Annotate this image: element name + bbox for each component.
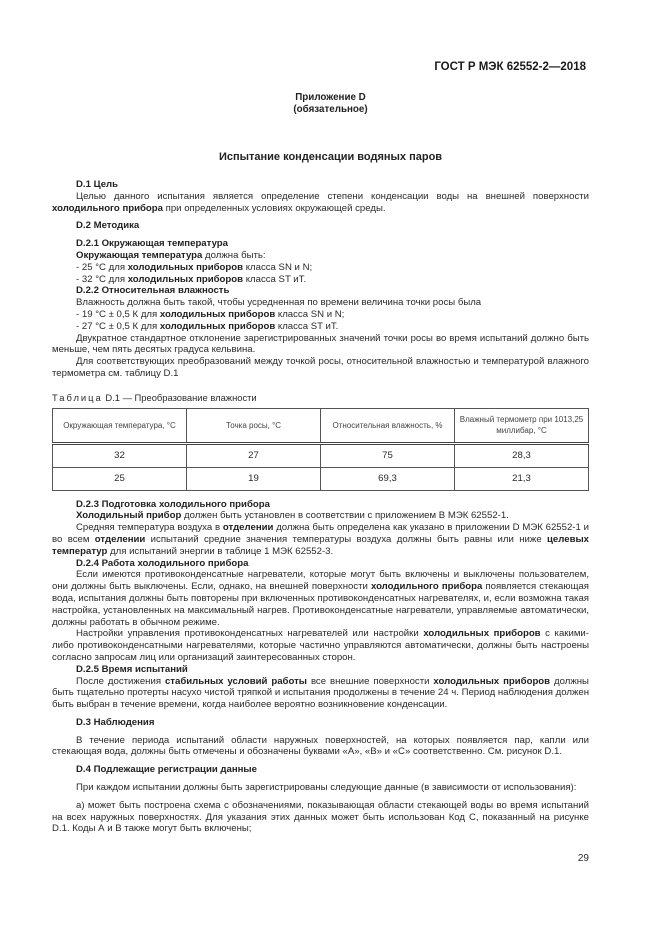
text-run: должна быть: xyxy=(202,249,266,261)
paragraph xyxy=(52,628,589,663)
text-run: класса SN и N; xyxy=(275,308,345,320)
paragraph xyxy=(52,191,589,215)
table-header-cell: Точка росы, °С xyxy=(187,408,321,443)
defined-term: Холодильный прибор xyxy=(76,510,182,522)
section-heading: D.2.5 Время испытаний xyxy=(76,663,188,675)
table-cell: 75 xyxy=(321,443,455,467)
table-cell: 25 xyxy=(53,467,187,490)
text-run: появляется стекающая вода, испытания должны быть повторены при включенных противоконденсатных нагревателях, и, если возможна такая настройка, установленных на максимальный нагрев. Противоконденсатные нагреватели, управляемые автоматически, должны работать в обычном режиме. xyxy=(52,581,590,628)
text-run: - 32 °С для xyxy=(76,273,128,285)
annex-title: Испытание конденсации водяных паров xyxy=(218,151,443,163)
text-run: Если имеются противоконденсатные нагреватели, которые могут быть включены и выключены пользователем, они должны быть выключены. Если, однако, на внешней поверхности xyxy=(52,569,589,593)
table-caption-prefix: Таблица xyxy=(52,391,103,403)
defined-term: холодильных приборов xyxy=(433,675,551,687)
text-run: - 19 °С ± 0,5 К для xyxy=(76,308,160,320)
text-run: для испытаний энергии в таблице 1 МЭК 62552-3. xyxy=(107,545,334,557)
list-line xyxy=(52,250,589,262)
defined-term: отделении xyxy=(94,533,146,545)
text-run: При каждом испытании должны быть зарегистрированы следующие данные (в зависимости от использования): xyxy=(76,782,577,794)
table-cell: 21,3 xyxy=(455,467,589,490)
list-line xyxy=(52,321,589,333)
humidity-table xyxy=(52,408,589,491)
text-run: при определенных условиях окружающей среды. xyxy=(162,202,386,214)
text-run: должны быть тщательно протерты насухо чистой тряпкой и испытания продолжены в течение 24 ч. Период наблюдения должен быть выбран в течение времени, когда наиболее вероятно возникновение конденсации. xyxy=(52,675,589,711)
defined-term: холодильных приборов xyxy=(127,261,244,273)
defined-term: холодильного прибора xyxy=(370,581,483,593)
paragraph xyxy=(52,735,589,759)
text-run: Настройки управления противоконденсатных нагревателей или настройки xyxy=(76,628,424,640)
section-heading: D.3 Наблюдения xyxy=(76,716,155,728)
defined-term: стабильных условий работы xyxy=(164,675,307,687)
defined-term: холодильных приборов xyxy=(159,320,276,332)
section-heading: D.2 Методика xyxy=(76,220,140,232)
defined-term: отделении xyxy=(222,522,274,534)
table-row xyxy=(53,467,589,490)
paragraph xyxy=(52,800,589,835)
paragraph xyxy=(52,356,589,380)
text-run: Влажность должна быть такой, чтобы усредненная по времени величина точки росы была xyxy=(76,297,482,309)
annex-name: Приложение D xyxy=(295,92,366,103)
table-row xyxy=(53,443,589,467)
text-run: После достижения xyxy=(76,675,165,687)
defined-term: холодильных приборов xyxy=(159,308,276,320)
table-head xyxy=(53,408,589,443)
table-cell: 19 xyxy=(187,467,321,490)
annex-heading xyxy=(0,92,661,116)
text-run: Средняя температура воздуха в xyxy=(76,522,223,534)
table-header-row xyxy=(53,408,589,443)
text-run: все внешние поверхности xyxy=(306,675,434,687)
list-line xyxy=(52,297,589,309)
table-cell: 32 xyxy=(53,443,187,467)
paragraph xyxy=(52,522,589,557)
table-cell: 69,3 xyxy=(321,467,455,490)
annex-status: (обязательное) xyxy=(293,104,368,115)
table-caption xyxy=(52,392,589,404)
text-run: должна быть определена как указано в приложении D МЭК 62552-1 и во всем xyxy=(52,522,589,545)
table-cell: 27 xyxy=(187,443,321,467)
section-heading: D.2.1 Окружающая температура xyxy=(76,238,228,250)
list-line xyxy=(52,262,589,274)
paragraph xyxy=(52,510,589,522)
table-header-cell: Относительная влажность, % xyxy=(321,408,455,443)
text-run: класса ST иТ. xyxy=(243,273,307,285)
text-run: класса SN и N; xyxy=(243,261,313,273)
text-run: Двукратное стандартное отклонение зарегистрированных значений точки росы во время испытаний должно быть меньше, чем пять десятых градуса кельвина. xyxy=(52,332,589,356)
table-cell: 28,3 xyxy=(455,443,589,467)
table-caption-text: D.1 — Преобразование влажности xyxy=(102,391,257,403)
paragraph xyxy=(52,676,589,711)
defined-term: целевых температур xyxy=(52,533,589,557)
table-body xyxy=(53,443,589,490)
document-body xyxy=(52,179,589,865)
defined-term: холодильного прибора xyxy=(52,202,163,214)
paragraph xyxy=(52,782,589,794)
list-line xyxy=(52,274,589,286)
list-line xyxy=(52,309,589,321)
text-run: класса ST иТ. xyxy=(275,320,339,332)
text-run: Для соответствующих преобразований между точкой росы, относительной влажностью и температурой влажного термометра см. таблицу D.1 xyxy=(52,356,589,379)
section-heading: D.2.3 Подготовка холодильного прибора xyxy=(76,498,270,510)
table-header-cell: Влажный термометр при 1013,25 миллибар, °С xyxy=(455,408,589,443)
text-run: с какими-либо противоконденсатными нагревателями, которые частично управляются автоматически, должны быть настроены согласно запросам лиц или организаций заинтересованных сторон. xyxy=(52,628,589,663)
page-number: 29 xyxy=(577,853,589,865)
text-run: - 25 °С для xyxy=(76,261,128,273)
text-run: - 27 °С ± 0,5 К для xyxy=(76,320,160,332)
table-header-cell: Окружающая температура, °С xyxy=(53,408,187,443)
defined-term: холодильных приборов xyxy=(127,273,244,285)
section-heading: D.1 Цель xyxy=(76,179,119,190)
text-run: должен быть установлен в соответствии с приложением В МЭК 62552-1. xyxy=(181,510,509,522)
paragraph xyxy=(52,333,589,357)
section-heading: D.4 Подлежащие регистрации данные xyxy=(76,764,257,776)
section-heading: D.2.4 Работа холодильного прибора xyxy=(76,557,249,569)
section-heading: D.2.2 Относительная влажность xyxy=(76,285,230,297)
defined-term: холодильных приборов xyxy=(423,628,541,640)
paragraph xyxy=(52,569,589,628)
text-run: Целью данного испытания является определение степени конденсации воды на внешней поверхности xyxy=(76,190,589,202)
text-run: испытаний средние значения температуры воздуха должны быть равны или ниже xyxy=(145,533,548,545)
text-run: В течение периода испытаний области наружных поверхностей, на которых появляется пар, капли или стекающая вода, должны быть отмечены и обозначены буквами «А», «В» и «С» соответственно. См. рисунок D.1. xyxy=(52,734,589,758)
text-run: а) может быть построена схема с обозначениями, показывающая области стекающей воды во время испытаний на всех наружных поверхностях. Для указания этих данных может быть использован Код С, показанный на рисунке D.1. Коды А и В также могут быть включены; xyxy=(52,799,589,835)
document-id-header: ГОСТ Р МЭК 62552-2—2018 xyxy=(434,61,586,73)
defined-term: Окружающая температура xyxy=(76,249,203,261)
